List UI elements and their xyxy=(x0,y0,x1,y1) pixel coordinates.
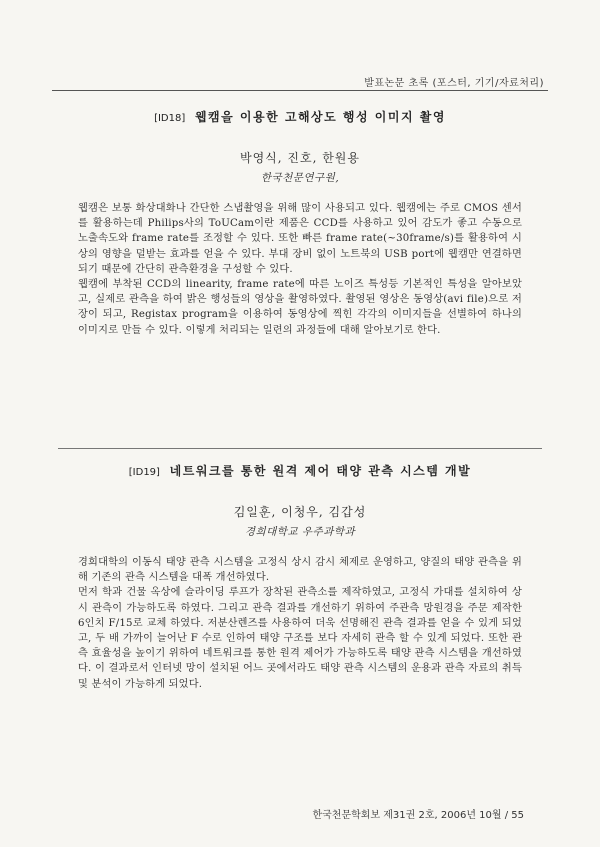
abstract-paragraph: 웹캠에 부착된 CCD의 linearity, frame rate에 따른 노이즈 특성등 기본적인 특성을 알아보았고, 실제로 관측을 하여 밝은 행성들의 영상을 촬영하였다. 촬영된 영상은 동영상(avi file)으로 저장이 되고, Registax program을 이용하여 동영상에 찍힌 각각의 이미지들을 선별하여 하나의 이미지로 만들 수 있다. 이렇게 처리되는 일련의 과정들에 대해 알아보기로 한다. xyxy=(78,279,522,336)
abstract-id19 xyxy=(78,462,522,692)
page-footer: 한국천문학회보 제31권 2호, 2006년 10월 / 55 xyxy=(312,810,524,821)
section-divider xyxy=(58,448,542,449)
abstract-authors: 김일훈, 이청우, 김갑성 xyxy=(233,505,367,519)
section-header-text: 발표논문 초록 (포스터, 기기/자료처리) xyxy=(364,78,544,89)
abstract-authors: 박영식, 진호, 한원용 xyxy=(240,151,360,165)
abstract-body xyxy=(78,555,522,692)
abstract-title xyxy=(78,108,522,125)
abstract-body xyxy=(78,201,522,338)
abstract-paragraph: 웹캠은 보통 화상대화나 간단한 스냅촬영을 위해 많이 사용되고 있다. 웹캠에는 주로 CMOS 센서를 활용하는데 Philips사의 ToUCam이란 제품은 CCD를 사용하고 있어 감도가 좋고 수동으로 노출속도와 frame rate를 조정할 수 있다. 또한 빠른 frame rate(~30frame/s)를 활용하여 시상의 영향을 덜받는 효과를 얻을 수 있다. 부대 장비 없이 노트북의 USB port에 웹캠만 연결하면 되기 때문에 간단히 관측환경을 구성할 수 있다. xyxy=(78,203,522,275)
abstract-title-text: 네트워크를 통한 원격 제어 태양 관측 시스템 개발 xyxy=(169,464,472,478)
page-header xyxy=(52,70,548,91)
abstract-title-text: 웹캠을 이용한 고해상도 행성 이미지 촬영 xyxy=(194,110,446,124)
abstract-title xyxy=(78,462,522,479)
abstract-code: [ID18] xyxy=(154,113,186,124)
abstract-id18 xyxy=(78,108,522,338)
abstract-affiliation: 경희대학교 우주과학과 xyxy=(244,526,356,538)
abstract-code: [ID19] xyxy=(128,467,160,478)
abstract-affiliation: 한국천문연구원, xyxy=(260,172,340,184)
abstract-paragraph: 먼저 학과 건물 옥상에 슬라이딩 루프가 장착된 관측소를 제작하였고, 고정식 가대를 설치하여 상시 관측이 가능하도록 하였다. 그리고 관측 결과를 개선하기 위하여 주관측 망원경을 주문 제작한 6인치 F/15로 교체 하였다. 저분산렌즈를 사용하여 더욱 선명해진 관측 결과를 얻을 수 있게 되었고, 두 배 가까이 늘어난 F 수로 인하여 태양 구조를 보다 자세히 관측 할 수 있게 되었다. 또한 관측 효율성을 높이기 위하여 네트워크를 통한 원격 제어가 가능하도록 태양 관측 시스템을 개선하였다. 이 결과로서 인터넷 망이 설치된 어느 곳에서라도 태양 관측 시스템의 운용과 관측 자료의 취득 및 분석이 가능하게 되었다. xyxy=(78,587,522,690)
abstract-paragraph: 경희대학의 이동식 태양 관측 시스템을 고정식 상시 감시 체제로 운영하고, 양질의 태양 관측을 위해 기존의 관측 시스템을 대폭 개선하였다. xyxy=(78,557,522,584)
